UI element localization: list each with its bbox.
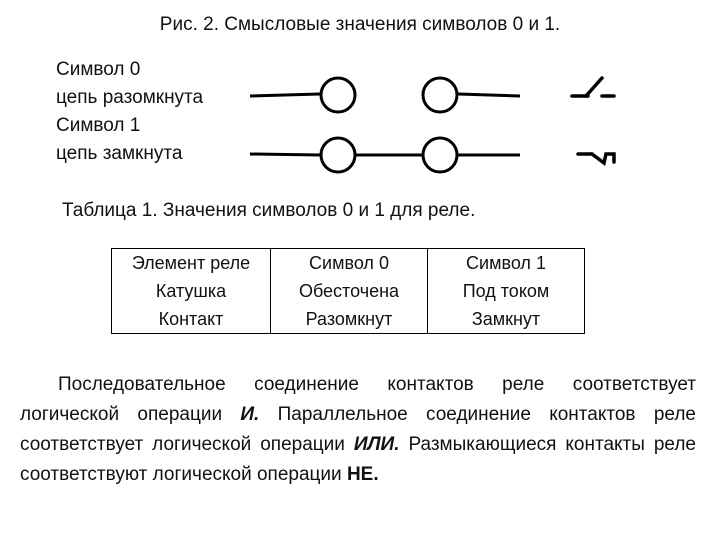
symbol-zero-title: Символ 0 — [56, 59, 141, 80]
table-cell: Катушка — [112, 277, 271, 305]
body-paragraph — [20, 370, 696, 490]
open-contact-icon — [572, 78, 614, 96]
table-cell: Обесточена — [271, 277, 428, 305]
operation-and: И. — [240, 404, 260, 425]
paragraph-text: Параллельное соединение контактов реле соответствует логической операции — [20, 404, 696, 455]
table-cell: Элемент реле — [112, 249, 271, 278]
operation-or: ИЛИ. — [353, 434, 400, 455]
table-caption: Таблица 1. Значения символов 0 и 1 для реле. — [62, 200, 476, 221]
closed-circuit-symbol — [250, 138, 520, 172]
table-row — [112, 249, 585, 278]
table-cell: Замкнут — [428, 305, 585, 334]
table-row — [112, 305, 585, 334]
relay-table — [111, 248, 585, 334]
table-row — [112, 277, 585, 305]
table-cell: Контакт — [112, 305, 271, 334]
table-cell: Символ 1 — [428, 249, 585, 278]
operation-not: НЕ. — [346, 464, 379, 485]
paragraph-text: Последовательное соединение контактов реле соответствует логической операции — [20, 374, 696, 425]
table-cell: Символ 0 — [271, 249, 428, 278]
symbol-zero-description: цепь разомкнута — [56, 87, 204, 108]
symbol-one-description: цепь замкнута — [56, 143, 183, 164]
figure-caption: Рис. 2. Смысловые значения символов 0 и 1. — [159, 14, 561, 35]
table-cell: Разомкнут — [271, 305, 428, 334]
table-cell: Под током — [428, 277, 585, 305]
symbol-one-title: Символ 1 — [56, 115, 141, 136]
closed-contact-icon — [578, 154, 614, 163]
open-circuit-symbol — [250, 78, 520, 112]
circuit-diagram — [0, 0, 720, 200]
paragraph-text: Размыкающиеся контакты реле соответствуют логической операции — [20, 434, 696, 485]
